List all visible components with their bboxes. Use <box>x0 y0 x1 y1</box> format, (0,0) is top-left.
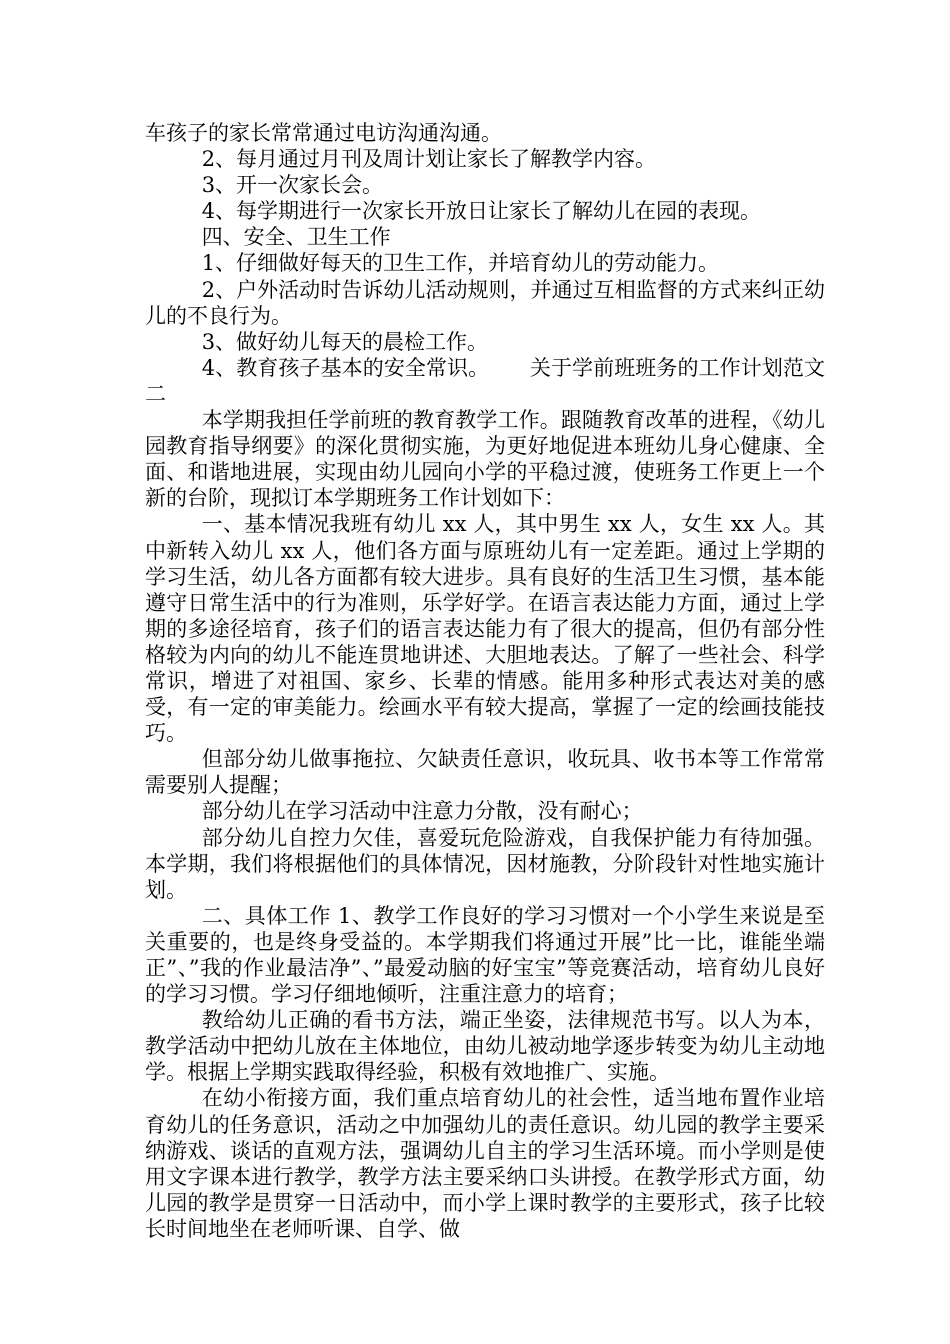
paragraph-6: 1、仔细做好每天的卫生工作，并培育幼儿的劳动能力。 <box>201 251 720 276</box>
paragraph-13: 部分幼儿在学习活动中注意力分散，没有耐心； <box>201 799 643 824</box>
paragraph-3: 3、开一次家长会。 <box>201 173 384 198</box>
document-body <box>145 120 825 1242</box>
paragraph-4: 4、每学期进行一次家长开放日让家长了解幼儿在园的表现。 <box>201 199 762 224</box>
paragraph-14: 部分幼儿自控力欠佳，喜爱玩危险游戏，自我保护能力有待加强。本学期，我们将根据他们的具体情况，因材施教，分阶段针对性地实施计划。 <box>145 825 825 902</box>
paragraph-2: 2、每月通过月刊及周计划让家长了解教学内容。 <box>201 147 657 172</box>
paragraph-8: 3、做好幼儿每天的晨检工作。 <box>201 329 489 354</box>
paragraph-12: 但部分幼儿做事拖拉、欠缺责任意识，收玩具、收书本等工作常常需要别人提醒； <box>145 747 825 798</box>
paragraph-1: 车孩子的家长常常通过电访沟通沟通。 <box>145 121 502 145</box>
paragraph-9: 4、教育孩子基本的安全常识。 关于学前班班务的工作计划范文二 <box>145 355 825 406</box>
paragraph-11: 一、基本情况我班有幼儿 xx 人，其中男生 xx 人，女生 xx 人。其中新转入幼儿 xx 人，他们各方面与原班幼儿有一定差距。通过上学期的学习生活，幼儿各方面都有较大进步。具有良好的生活卫生习惯，基本能遵守日常生活中的行为准则，乐学好学。在语言表达能力方面，通过上学期的多途径培育，孩子们的语言表达能力有了很大的提高，但仍有部分性格较为内向的幼儿不能连贯地讲述、大胆地表达。了解了一些社会、科学常识，增进了对祖国、家乡、长辈的情感。能用多种形式表达对美的感受，有一定的审美能力。绘画水平有较大提高，掌握了一定的绘画技能技巧。 <box>145 512 825 746</box>
section-heading-safety-hygiene: 四、安全、卫生工作 <box>201 225 391 250</box>
paragraph-15: 二、具体工作 1、教学工作良好的学习习惯对一个小学生来说是至关重要的，也是终身受益的。本学期我们将通过开展”比一比，谁能坐端正”、”我的作业最洁净”、”最爱动脑的好宝宝”等竞赛活动，培育幼儿良好的学习习惯。学习仔细地倾听，注重注意力的培育； <box>145 903 825 1007</box>
paragraph-7: 2、户外活动时告诉幼儿活动规则，并通过互相监督的方式来纠正幼儿的不良行为。 <box>145 277 825 328</box>
paragraph-17: 在幼小衔接方面，我们重点培育幼儿的社会性，适当地布置作业培育幼儿的任务意识，活动之中加强幼儿的责任意识。幼儿园的教学主要采纳游戏、谈话的直观方法，强调幼儿自主的学习生活环境。而小学则是使用文字课本进行教学，教学方法主要采纳口头讲授。在教学形式方面，幼儿园的教学是贯穿一日活动中，而小学上课时教学的主要形式，孩子比较长时间地坐在老师听课、自学、做 <box>145 1086 825 1241</box>
paragraph-10: 本学期我担任学前班的教育教学工作。跟随教育改革的进程，《幼儿园教育指导纲要》的深化贯彻实施，为更好地促进本班幼儿身心健康、全面、和谐地进展，实现由幼儿园向小学的平稳过渡，使班务工作更上一个新的台阶，现拟订本学期班务工作计划如下： <box>145 408 825 511</box>
paragraph-16: 教给幼儿正确的看书方法，端正坐姿，法律规范书写。以人为本，教学活动中把幼儿放在主体地位，由幼儿被动地学逐步转变为幼儿主动地学。根据上学期实践取得经验，积极有效地推广、实施。 <box>145 1008 825 1085</box>
